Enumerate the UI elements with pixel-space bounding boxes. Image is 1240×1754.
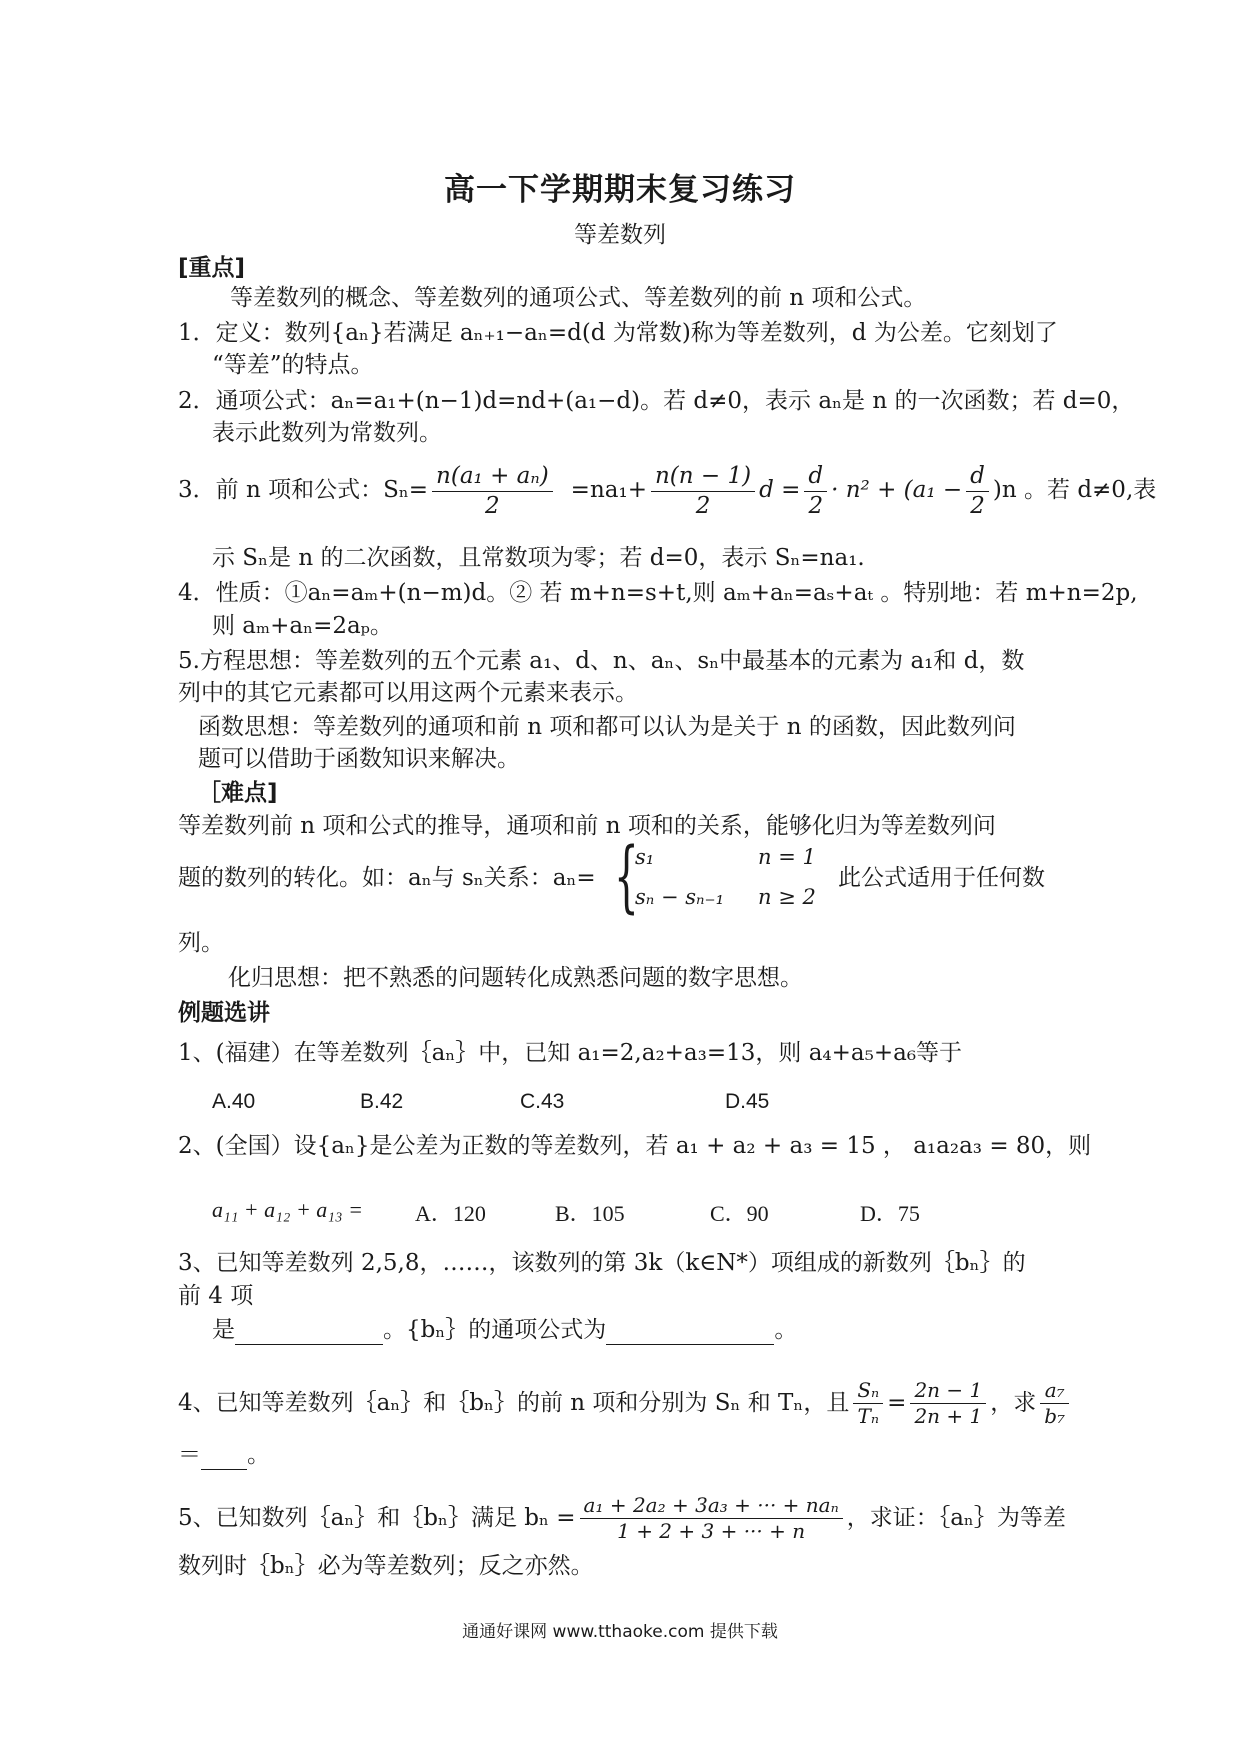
sum-formula-line: [178, 462, 1156, 521]
sum-fraction-2-numerator: n(n − 1): [651, 462, 755, 492]
question-2-text: 2、(全国）设{aₙ}是公差为正数的等差数列，若 a₁ + a₂ + a₃ = 15 ， a₁a₂a₃ = 80，则: [178, 1133, 1092, 1159]
question-3-line-3: [212, 1317, 797, 1345]
question-3-line-3-end: 。: [774, 1317, 798, 1343]
question-5-fraction: [580, 1493, 843, 1544]
difficulty-line-2-prefix: 题的数列的转化。如：aₙ与 sₙ关系：aₙ=: [178, 865, 596, 891]
question-4-fraction-ratio-numerator: 2n − 1: [910, 1378, 986, 1404]
function-idea-line-1: 函数思想：等差数列的通项和前 n 项和都可以认为是关于 n 的函数，因此数列问: [198, 714, 1016, 740]
question-4-fraction-ratio-denominator: 2n + 1: [914, 1404, 983, 1428]
sum-fraction-1-numerator: n(a₁ + aₙ): [432, 462, 553, 492]
question-4-fraction-target: [1040, 1378, 1069, 1429]
piecewise-case-2-cond: n ≥ 2: [758, 885, 816, 909]
piecewise-brace: {: [614, 832, 639, 922]
sum-fraction-3: [804, 462, 827, 521]
question-5-line-1: [178, 1493, 1066, 1544]
question-4-fraction-s-t-denominator: Tₙ: [857, 1404, 879, 1428]
question-5-after: ，求证：｛aₙ｝为等差: [846, 1504, 1066, 1531]
question-2-expression: a₁₁ + a₁₂ + a₁₃ =: [212, 1197, 363, 1222]
sum-fraction-3-numerator: d: [804, 462, 827, 492]
question-4-line-2-prefix: ＝: [178, 1442, 201, 1468]
question-5-text: 5、已知数列｛aₙ｝和｛bₙ｝满足 bₙ =: [178, 1504, 576, 1531]
sum-fraction-1: [432, 462, 553, 521]
sum-fraction-4-denominator: 2: [970, 492, 985, 519]
general-term-line-1: 2．通项公式：aₙ=a₁+(n−1)d=nd+(a₁−d)。若 d≠0，表示 aₙ是 n 的一次函数；若 d=0，: [178, 388, 1135, 414]
difficulty-line-3: 列。: [178, 930, 224, 956]
question-4-line-2-end: 。: [247, 1442, 270, 1468]
question-3-blank-2[interactable]: [606, 1322, 774, 1345]
equation-idea-line-2: 列中的其它元素都可以用这两个元素来表示。: [178, 680, 638, 706]
definition-line-2: “等差”的特点。: [212, 352, 374, 378]
question-3-line-3-mid: 。{bₙ｝的通项公式为: [383, 1317, 607, 1343]
question-2-option-d: D．75: [860, 1201, 920, 1226]
question-4-line-2: [178, 1442, 270, 1470]
section-subtitle: 等差数列: [574, 222, 666, 248]
sum-formula-line-2: 示 Sₙ是 n 的二次函数，且常数项为零；若 d=0，表示 Sₙ=na₁.: [212, 545, 865, 571]
piecewise-case-1-cond: n = 1: [758, 845, 816, 869]
examples-heading: 例题选讲: [178, 1000, 270, 1026]
question-4-blank[interactable]: [201, 1447, 247, 1470]
question-4-line-1: [178, 1378, 1069, 1429]
sum-formula-mid: =na₁+: [570, 477, 647, 504]
sum-fraction-4-numerator: d: [966, 462, 989, 492]
question-4-fraction-target-denominator: b₇: [1044, 1404, 1066, 1428]
sum-fraction-2: [651, 462, 755, 521]
key-points-heading: [重点]: [178, 255, 246, 281]
page-title: 高一下学期期末复习练习: [444, 172, 796, 208]
question-3-line-3-prefix: 是: [212, 1317, 235, 1343]
page-footer: 通通好课网 www.tthaoke.com 提供下载: [462, 1622, 778, 1642]
difficulty-heading: ［难点]: [198, 780, 278, 806]
sum-formula-after-3: · n² + (a₁ −: [831, 477, 963, 504]
question-1-option-d: D.45: [725, 1090, 770, 1113]
function-idea-line-2: 题可以借助于函数知识来解决。: [198, 746, 520, 772]
properties-line-2: 则 aₘ+aₙ=2aₚ。: [212, 613, 393, 639]
piecewise-case-2-expr: sₙ − sₙ₋₁: [635, 885, 725, 909]
key-points-intro: 等差数列的概念、等差数列的通项公式、等差数列的前 n 项和公式。: [230, 285, 927, 311]
question-4-fraction-s-t: [853, 1378, 883, 1429]
question-3-blank-1[interactable]: [235, 1322, 383, 1345]
question-3-line-2: 前 4 项: [178, 1283, 254, 1309]
question-1-text: 1、(福建）在等差数列｛aₙ｝中，已知 a₁=2,a₂+a₃=13，则 a₄+a₅+a₆等于: [178, 1040, 963, 1066]
question-3-line-1: 3、已知等差数列 2,5,8，……，该数列的第 3k（k∈N*）项组成的新数列｛bₙ｝的: [178, 1250, 1026, 1276]
question-2-option-b: B．105: [555, 1201, 625, 1226]
sum-formula-label: 3．前 n 项和公式：Sₙ=: [178, 477, 429, 504]
piecewise-case-1-expr: s₁: [635, 845, 655, 869]
sum-fraction-4: [966, 462, 989, 521]
sum-fraction-1-denominator: 2: [485, 492, 500, 519]
question-4-ask: ，求: [990, 1389, 1037, 1416]
question-5-fraction-numerator: a₁ + 2a₂ + 3a₃ + ··· + naₙ: [580, 1493, 843, 1519]
sum-formula-after-4: )n 。若 d≠0,表: [992, 477, 1157, 504]
question-2-option-a: A．120: [415, 1201, 486, 1226]
definition-line-1: 1．定义：数列{aₙ}若满足 aₙ₊₁−aₙ=d(d 为常数)称为等差数列，d 为公差。它刻划了: [178, 320, 1058, 346]
question-1-option-c: C.43: [520, 1090, 565, 1113]
question-5-line-2: 数列时｛bₙ｝必为等差数列；反之亦然。: [178, 1553, 594, 1579]
sum-fraction-2-denominator: 2: [695, 492, 711, 519]
equation-idea-line-1: 5.方程思想：等差数列的五个元素 a₁、d、n、aₙ、sₙ中最基本的元素为 a₁和 d，数: [178, 648, 1025, 674]
sum-fraction-3-denominator: 2: [808, 492, 824, 519]
sum-formula-after-2: d =: [759, 477, 801, 504]
question-4-fraction-s-t-numerator: Sₙ: [853, 1378, 883, 1404]
question-4-fraction-target-numerator: a₇: [1040, 1378, 1069, 1404]
question-1-option-a: A.40: [212, 1090, 256, 1113]
general-term-line-2: 表示此数列为常数列。: [212, 420, 442, 446]
difficulty-line-2-suffix: 此公式适用于任何数: [838, 865, 1045, 891]
properties-line-1: 4．性质：①aₙ=aₘ+(n−m)d。② 若 m+n=s+t,则 aₘ+aₙ=aₛ+aₜ 。特别地：若 m+n=2p,: [178, 580, 1138, 606]
question-4-equals: =: [887, 1389, 907, 1416]
difficulty-line-4: 化归思想：把不熟悉的问题转化成熟悉问题的数字思想。: [228, 965, 803, 991]
question-1-option-b: B.42: [360, 1090, 404, 1113]
difficulty-line-1: 等差数列前 n 项和公式的推导，通项和前 n 项和的关系，能够化归为等差数列问: [178, 813, 996, 839]
question-2-option-c: C．90: [710, 1201, 769, 1226]
question-4-fraction-ratio: [910, 1378, 986, 1429]
question-4-text: 4、已知等差数列｛aₙ｝和｛bₙ｝的前 n 项和分别为 Sₙ 和 Tₙ，且: [178, 1389, 850, 1416]
question-5-fraction-denominator: 1 + 2 + 3 + ··· + n: [617, 1519, 806, 1543]
